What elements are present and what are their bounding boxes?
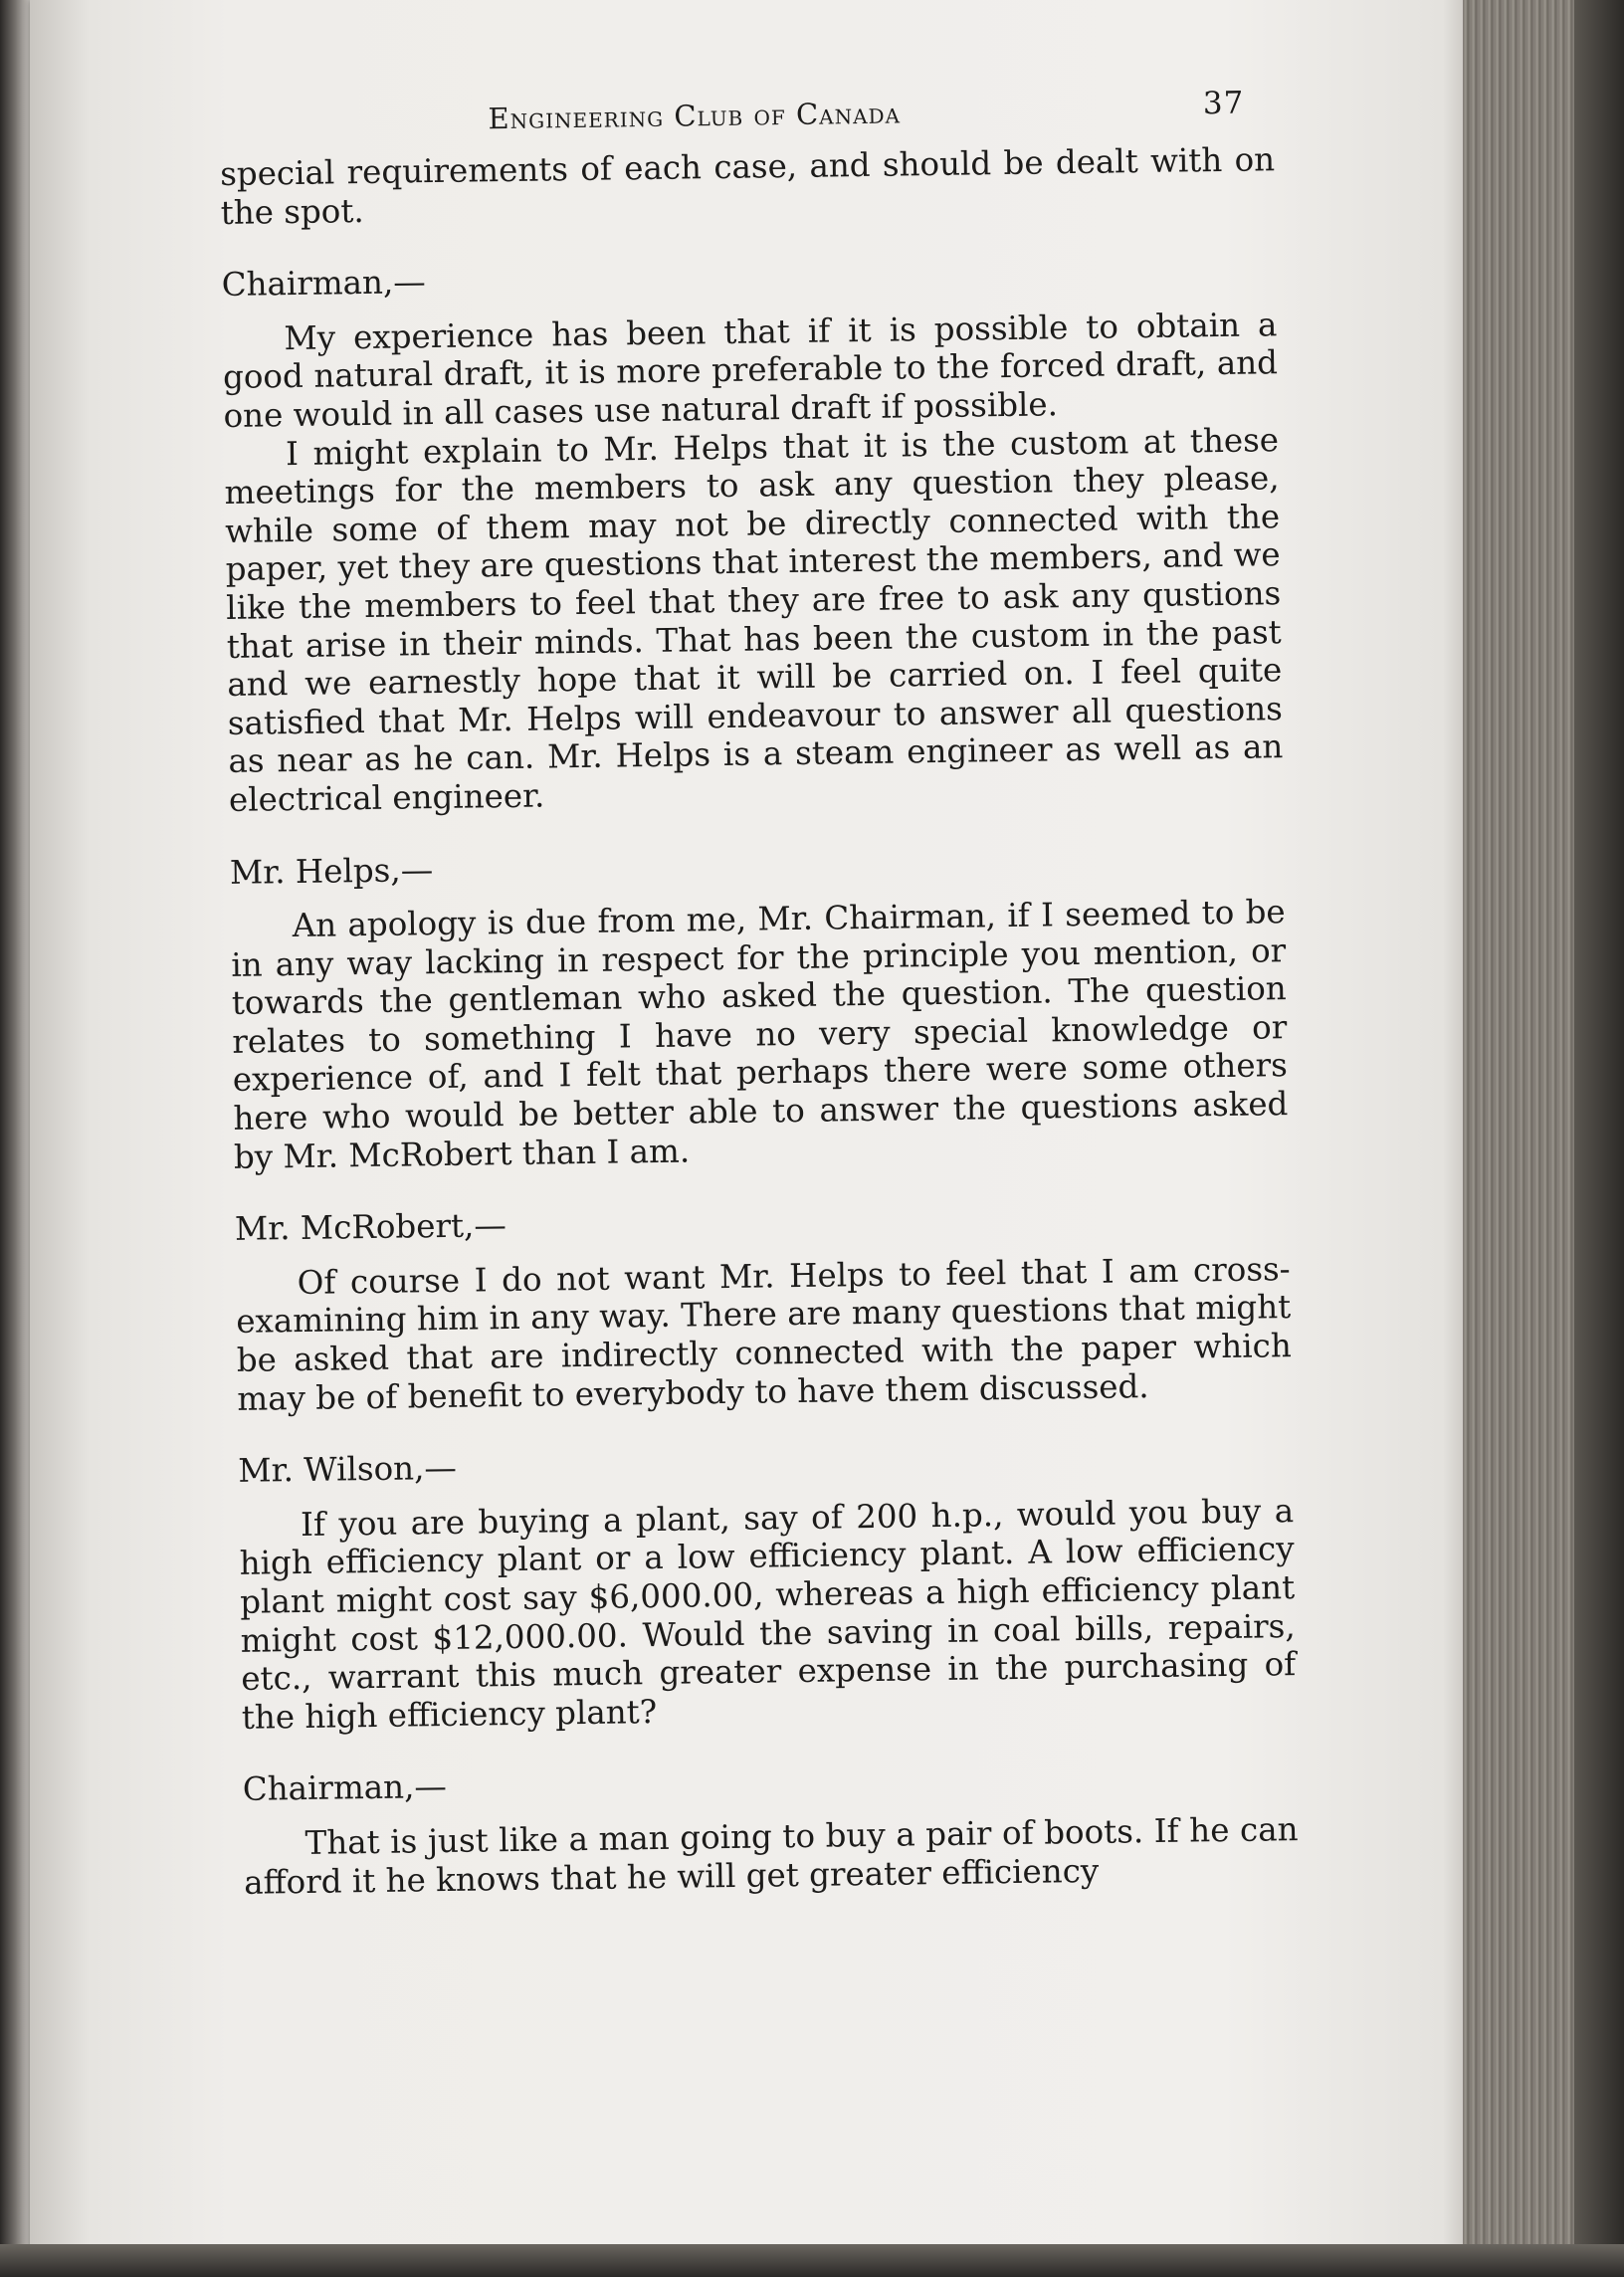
opening-paragraph: special requirements of each case, and should be dealt with on the spot. [219, 140, 1276, 232]
speaker-label: Mr. McRobert,— [234, 1206, 508, 1249]
paragraph: Of course I do not want Mr. Helps to feel that I am cross-examining him in any way. There are many questions that might be asked that are indirectly connected with the paper which may be of benefit to everybody to have them discussed. [236, 1249, 1292, 1418]
paragraph: That is just like a man going to buy a pair of boots. If he can afford it he knows that he will get greater efficiency [243, 1809, 1299, 1902]
speaker-label: Mr. Wilson,— [238, 1449, 458, 1491]
book-bottom-edge [0, 2244, 1624, 2277]
paragraph: I might explain to Mr. Helps that it is the custom at these meetings for the members to ask any question they please, while some of them may not be directly connected with the paper, yet they are questions that interest the members, and we like the members to feel that they are free to ask any qustions that arise in their minds. That has been the custom in the past and we earnestly hope that it will be carried on. I feel quite satisfied that Mr. Helps will endeavour to answer all questions as near as he can. Mr. Helps is a steam engineer as well as an electrical engineer. [224, 420, 1284, 819]
dialogue-block-chairman-2 [243, 1756, 1300, 1902]
speaker-label: Chairman,— [242, 1767, 448, 1809]
page-block-edges [1463, 0, 1624, 2277]
page-content [219, 75, 1299, 1902]
dialogue-block-helps [230, 839, 1289, 1177]
speaker-label: Chairman,— [221, 263, 427, 305]
dialogue-block-mcrobert [235, 1195, 1293, 1418]
speaker-label: Mr. Helps,— [229, 850, 434, 892]
running-head-title: Engineering Club of Canada [488, 96, 902, 136]
dialogue-block-wilson [238, 1437, 1297, 1737]
paragraph: An apology is due from me, Mr. Chairman, if I seemed to be in any way lacking in respect for the principle you mention, or towards the gentleman who asked the question. The question relates to something I have no very special knowledge or experience of, and I felt that perhaps there were some others here who would be better able to answer the questions asked by Mr. McRobert than I am. [231, 893, 1289, 1176]
paragraph: My experience has been that if it is possible to obtain a good natural draft, it is more preferable to the forced draft, and one would in all cases use natural draft if possible. [222, 305, 1279, 435]
dialogue-block-chairman-1 [221, 251, 1284, 819]
paragraph: If you are buying a plant, say of 200 h.p., would you buy a high efficiency plant or a low efficiency plant. A low efficiency plant might cost say $6,000.00, whereas a high efficiency plant might cost $12,000.00. Would the saving in coal bills, repairs, etc., warrant this much greater expense in the purchasing of the high efficiency plant? [239, 1491, 1297, 1737]
page-number: 37 [1202, 85, 1245, 122]
